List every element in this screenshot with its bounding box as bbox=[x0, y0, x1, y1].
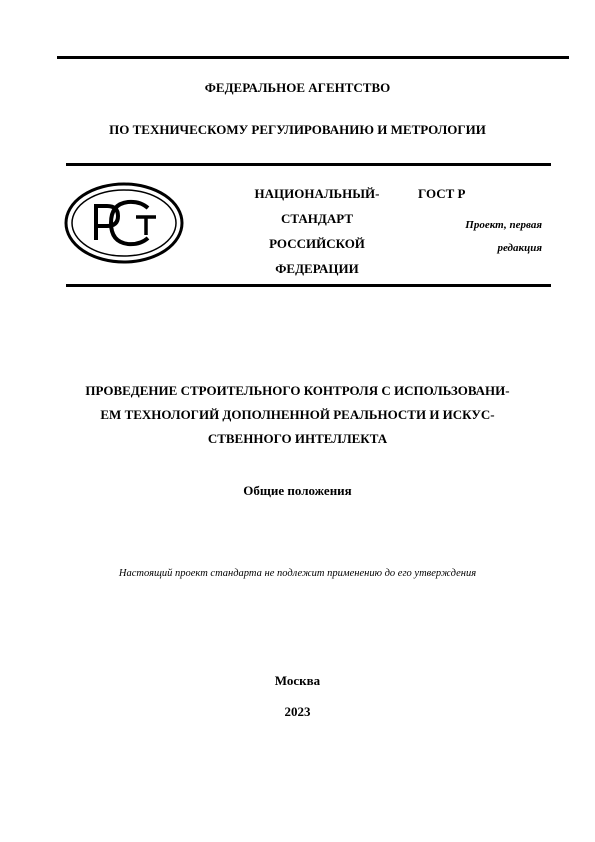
title-line-2: ЕМ ТЕХНОЛОГИЙ ДОПОЛНЕННОЙ РЕАЛЬНОСТИ И ИСКУС- bbox=[100, 407, 495, 422]
gost-r-emblem-icon bbox=[62, 180, 186, 266]
title-line-1: ПРОВЕДЕНИЕ СТРОИТЕЛЬНОГО КОНТРОЛЯ С ИСПОЛЬЗОВАНИ- bbox=[85, 383, 510, 398]
gost-code: ГОСТ Р bbox=[418, 186, 466, 201]
header-rule bbox=[66, 284, 551, 287]
ns-line-4: ФЕДЕРАЦИИ bbox=[275, 261, 359, 276]
agency-rule bbox=[66, 163, 551, 166]
ns-line-3: РОССИЙСКОЙ bbox=[269, 236, 365, 251]
city: Москва bbox=[274, 673, 321, 688]
agency-line-2: ПО ТЕХНИЧЕСКОМУ РЕГУЛИРОВАНИЮ И МЕТРОЛОГИИ bbox=[109, 122, 486, 137]
draft-line-1: Проект, первая bbox=[465, 219, 542, 231]
title-line-3: СТВЕННОГО ИНТЕЛЛЕКТА bbox=[207, 431, 388, 446]
ns-line-1: НАЦИОНАЛЬНЫЙ- bbox=[254, 186, 380, 201]
agency-line-1: ФЕДЕРАЛЬНОЕ АГЕНТСТВО bbox=[204, 80, 391, 95]
draft-line-2: редакция bbox=[497, 242, 542, 254]
top-rule bbox=[57, 56, 569, 59]
document-subtitle: Общие положения bbox=[243, 483, 352, 498]
year: 2023 bbox=[284, 704, 311, 719]
national-standard-label bbox=[236, 183, 398, 280]
ns-line-2: СТАНДАРТ bbox=[280, 211, 353, 226]
document-title bbox=[60, 379, 535, 451]
draft-note: Настоящий проект стандарта не подлежит применению до его утверждения bbox=[118, 568, 477, 579]
draft-status bbox=[420, 214, 542, 260]
